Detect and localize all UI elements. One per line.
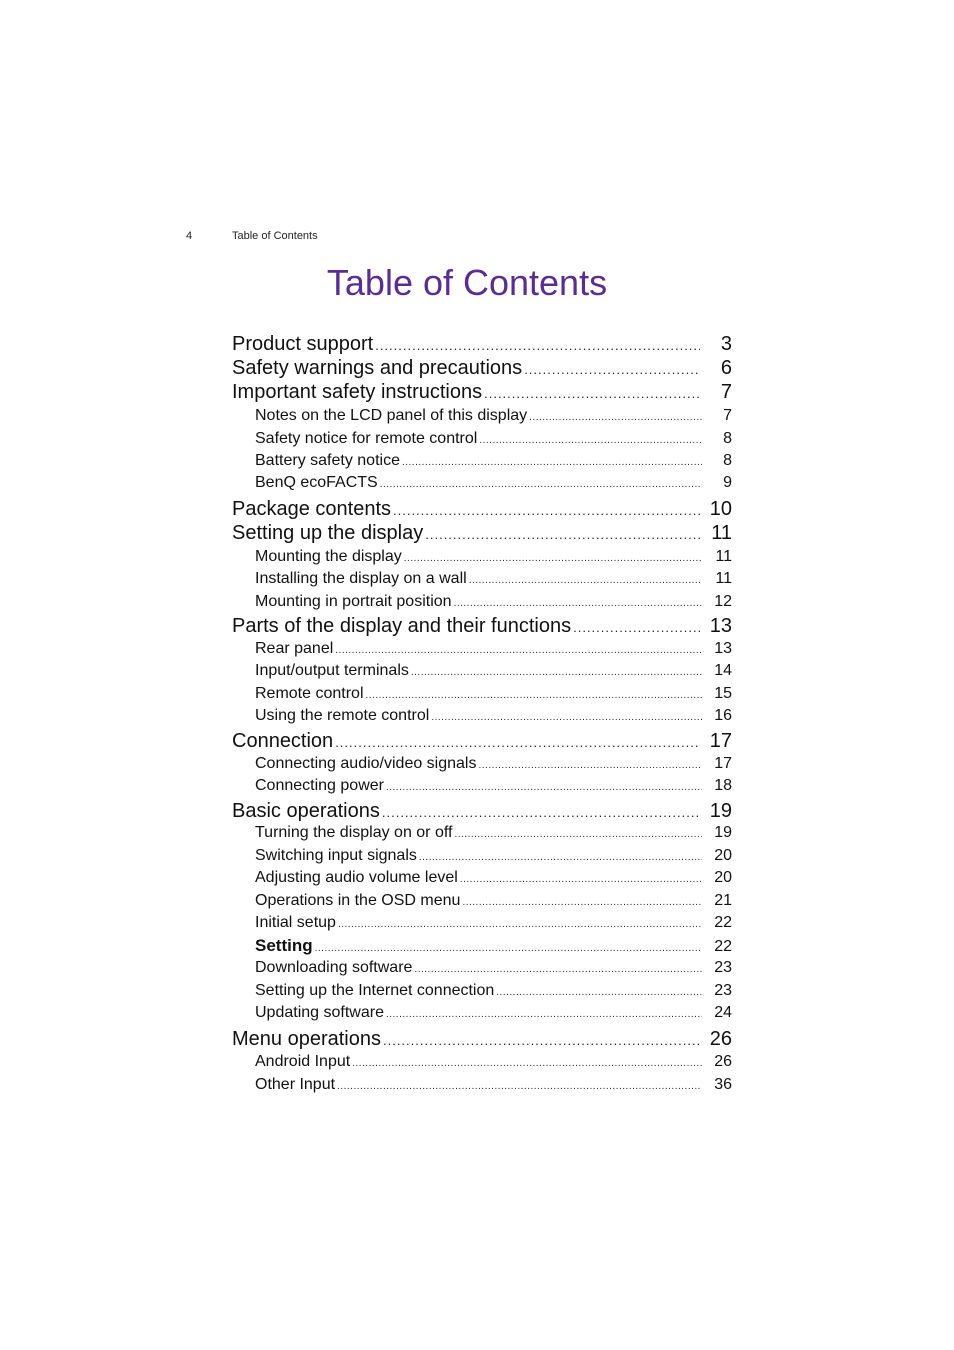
toc-entry-label: Important safety instructions (232, 381, 483, 403)
toc-entry[interactable] (232, 405, 732, 427)
toc-dot-leader (419, 847, 702, 869)
toc-dot-leader (337, 1076, 702, 1098)
toc-dot-leader (573, 616, 700, 640)
toc-dot-leader (386, 777, 702, 799)
toc-entry-page: 11 (715, 570, 732, 587)
toc-dot-leader (425, 523, 700, 547)
toc-entry[interactable] (232, 568, 732, 590)
toc-dot-leader (366, 685, 703, 707)
toc-dot-leader (335, 640, 702, 662)
toc-dot-leader (431, 707, 702, 729)
toc-entry[interactable] (232, 497, 732, 521)
toc-dot-leader (335, 731, 700, 755)
toc-dot-leader (375, 334, 700, 358)
toc-dot-leader (524, 358, 700, 382)
toc-entry-label: Product support (232, 333, 374, 355)
toc-dot-leader (479, 430, 702, 452)
toc-dot-leader (469, 570, 702, 592)
toc-entry[interactable] (232, 660, 732, 682)
toc-entry[interactable] (232, 1002, 732, 1024)
toc-entry[interactable] (232, 845, 732, 867)
toc-entry-page: 7 (723, 407, 732, 424)
toc-entry[interactable] (232, 472, 732, 494)
toc-dot-leader (529, 407, 702, 429)
toc-entry-label: Safety notice for remote control (255, 430, 478, 447)
toc-entry-page: 22 (714, 914, 732, 931)
toc-entry-label: BenQ ecoFACTS (255, 474, 378, 491)
toc-entry-page: 12 (714, 593, 732, 610)
toc-entry-page: 9 (723, 474, 732, 491)
toc-entry-label: Downloading software (255, 959, 413, 976)
toc-entry-label: Turning the display on or off (255, 824, 453, 841)
toc-entry-page: 13 (714, 640, 732, 657)
toc-entry-label: Mounting in portrait position (255, 593, 452, 610)
toc-entry-label: Safety warnings and precautions (232, 357, 523, 379)
toc-entry-page: 8 (723, 452, 732, 469)
toc-entry-page: 8 (723, 430, 732, 447)
toc-entry-page: 17 (709, 730, 732, 752)
toc-entry[interactable] (232, 521, 732, 545)
toc-entry-page: 24 (714, 1004, 732, 1021)
toc-dot-leader (411, 662, 702, 684)
toc-entry[interactable] (232, 705, 732, 727)
toc-entry[interactable] (232, 980, 732, 1002)
toc-entry-label: Remote control (255, 685, 364, 702)
toc-entry-label: Setting up the display (232, 522, 424, 544)
toc-entry-label: Notes on the LCD panel of this display (255, 407, 528, 424)
toc-entry-page: 23 (714, 982, 732, 999)
toc-entry-label: Package contents (232, 498, 391, 520)
toc-entry[interactable] (232, 638, 732, 660)
toc-dot-leader (462, 892, 702, 914)
toc-dot-leader (393, 499, 700, 523)
toc-entry-label: Operations in the OSD menu (255, 892, 461, 909)
toc-entry-page: 11 (711, 522, 732, 544)
toc-entry-page: 14 (714, 662, 732, 679)
toc-entry-page: 21 (714, 892, 732, 909)
toc-entry-label: Menu operations (232, 1028, 381, 1050)
toc-entry[interactable] (232, 428, 732, 450)
toc-entry[interactable] (232, 332, 732, 356)
toc-entry-page: 19 (714, 824, 732, 841)
toc-entry-page: 15 (714, 685, 732, 702)
toc-entry-page: 13 (709, 615, 732, 637)
toc-entry-page: 11 (715, 548, 732, 565)
toc-dot-leader (454, 593, 702, 615)
toc-entry-page: 6 (720, 357, 732, 379)
toc-dot-leader (414, 959, 702, 981)
toc-entry-page: 36 (714, 1076, 732, 1093)
toc-dot-leader (478, 755, 702, 777)
toc-entry-label: Connecting audio/video signals (255, 755, 477, 772)
toc-entry[interactable] (232, 890, 732, 912)
toc-entry-page: 22 (714, 938, 732, 955)
toc-dot-leader (404, 548, 702, 570)
toc-entry-label: Initial setup (255, 914, 336, 931)
toc-entry[interactable] (232, 957, 732, 979)
toc-entry-label: Battery safety notice (255, 452, 400, 469)
toc-dot-leader (454, 824, 702, 846)
toc-entry-page: 7 (720, 381, 732, 403)
toc-entry[interactable] (232, 912, 732, 934)
toc-entry-label: Switching input signals (255, 847, 417, 864)
toc-entry-label: Android Input (255, 1053, 351, 1070)
toc-entry-label: Other Input (255, 1076, 336, 1093)
toc-entry-page: 26 (714, 1053, 732, 1070)
toc-entry-label: Connecting power (255, 777, 384, 794)
toc-entry[interactable] (232, 591, 732, 613)
toc-entry[interactable] (232, 614, 732, 638)
toc-entry[interactable] (232, 822, 732, 844)
toc-entry[interactable] (232, 935, 732, 957)
toc-entry[interactable] (232, 1051, 732, 1073)
toc-entry-page: 10 (709, 498, 732, 520)
toc-entry-page: 20 (714, 847, 732, 864)
toc-entry-label: Connection (232, 730, 334, 752)
toc-entry[interactable] (232, 356, 732, 380)
toc-entry-page: 17 (714, 755, 732, 772)
toc-entry-label: Updating software (255, 1004, 384, 1021)
toc-entry-page: 26 (709, 1028, 732, 1050)
toc-entry[interactable] (232, 683, 732, 705)
toc-entry-label: Setting (255, 936, 313, 955)
page-title: Table of Contents (326, 262, 608, 303)
toc-entry-label: Setting up the Internet connection (255, 982, 495, 999)
toc-entry[interactable] (232, 546, 732, 568)
toc-entry[interactable] (232, 1027, 732, 1051)
toc-entry[interactable] (232, 1074, 732, 1096)
toc-dot-leader (383, 1029, 700, 1053)
toc-entry-page: 3 (720, 333, 732, 355)
toc-entry-label: Using the remote control (255, 707, 430, 724)
toc-entry[interactable] (232, 867, 732, 889)
toc-dot-leader (460, 869, 702, 891)
toc-entry-label: Installing the display on a wall (255, 570, 467, 587)
toc-entry-label: Basic operations (232, 800, 380, 822)
toc-dot-leader (386, 1004, 702, 1026)
toc-entry-page: 20 (714, 869, 732, 886)
toc-entry-page: 19 (709, 800, 732, 822)
toc-dot-leader (496, 982, 702, 1004)
toc-entry-page: 23 (714, 959, 732, 976)
toc-entry-label: Rear panel (255, 640, 334, 657)
toc-entry[interactable] (232, 729, 732, 753)
toc-entry-page: 18 (714, 777, 732, 794)
page-number: 4 (186, 230, 193, 242)
toc-entry[interactable] (232, 380, 732, 404)
toc-entry-label: Input/output terminals (255, 662, 409, 679)
toc-entry[interactable] (232, 753, 732, 775)
toc-entry-label: Parts of the display and their functions (232, 615, 572, 637)
toc-entry-label: Adjusting audio volume level (255, 869, 458, 886)
toc-entry-page: 16 (714, 707, 732, 724)
running-header-title: Table of Contents (232, 230, 318, 242)
toc-dot-leader (484, 382, 700, 406)
toc-dot-leader (352, 1053, 702, 1075)
toc-entry[interactable] (232, 799, 732, 823)
toc-entry-label: Mounting the display (255, 548, 402, 565)
page-header (186, 230, 586, 246)
toc-dot-leader (380, 474, 702, 496)
toc-entry[interactable] (232, 775, 732, 797)
toc-entry[interactable] (232, 450, 732, 472)
toc-dot-leader (402, 452, 702, 474)
toc-dot-leader (338, 914, 702, 936)
